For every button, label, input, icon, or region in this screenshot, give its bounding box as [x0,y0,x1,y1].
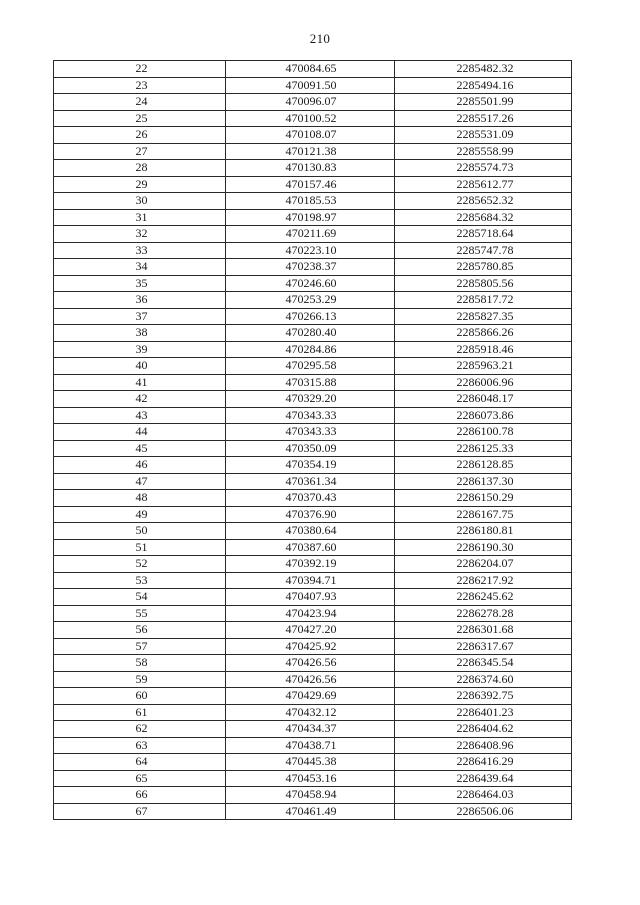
y-coordinate-cell: 2285501.99 [395,94,572,111]
x-coordinate-cell: 470315.88 [226,374,395,391]
x-coordinate-cell: 470091.50 [226,77,395,94]
table-row [54,209,572,226]
x-coordinate-cell: 470376.90 [226,506,395,523]
x-coordinate-cell: 470157.46 [226,176,395,193]
point-number-cell: 32 [54,226,226,243]
table-row [54,754,572,771]
y-coordinate-cell: 2285780.85 [395,259,572,276]
point-number-cell: 25 [54,110,226,127]
point-number-cell: 23 [54,77,226,94]
point-number-cell: 53 [54,572,226,589]
table-row [54,259,572,276]
x-coordinate-cell: 470461.49 [226,803,395,820]
table-row [54,275,572,292]
x-coordinate-cell: 470392.19 [226,556,395,573]
point-number-cell: 54 [54,589,226,606]
y-coordinate-cell: 2285747.78 [395,242,572,259]
table-row [54,407,572,424]
point-number-cell: 41 [54,374,226,391]
x-coordinate-cell: 470084.65 [226,61,395,78]
y-coordinate-cell: 2286180.81 [395,523,572,540]
x-coordinate-cell: 470380.64 [226,523,395,540]
x-coordinate-cell: 470354.19 [226,457,395,474]
y-coordinate-cell: 2285817.72 [395,292,572,309]
y-coordinate-cell: 2286408.96 [395,737,572,754]
x-coordinate-cell: 470426.56 [226,655,395,672]
y-coordinate-cell: 2286506.06 [395,803,572,820]
point-number-cell: 59 [54,671,226,688]
y-coordinate-cell: 2286245.62 [395,589,572,606]
page-number: 210 [309,31,331,46]
x-coordinate-cell: 470096.07 [226,94,395,111]
table-row [54,473,572,490]
y-coordinate-cell: 2285684.32 [395,209,572,226]
point-number-cell: 27 [54,143,226,160]
y-coordinate-cell: 2285558.99 [395,143,572,160]
point-number-cell: 40 [54,358,226,375]
x-coordinate-cell: 470394.71 [226,572,395,589]
point-number-cell: 22 [54,61,226,78]
x-coordinate-cell: 470445.38 [226,754,395,771]
y-coordinate-cell: 2286374.60 [395,671,572,688]
x-coordinate-cell: 470223.10 [226,242,395,259]
y-coordinate-cell: 2286100.78 [395,424,572,441]
table-row [54,671,572,688]
table-row [54,605,572,622]
table-row [54,358,572,375]
y-coordinate-cell: 2286217.92 [395,572,572,589]
point-number-cell: 61 [54,704,226,721]
point-number-cell: 63 [54,737,226,754]
point-number-cell: 28 [54,160,226,177]
x-coordinate-cell: 470121.38 [226,143,395,160]
y-coordinate-cell: 2286190.30 [395,539,572,556]
point-number-cell: 57 [54,638,226,655]
table-row [54,638,572,655]
x-coordinate-cell: 470458.94 [226,787,395,804]
x-coordinate-cell: 470280.40 [226,325,395,342]
x-coordinate-cell: 470432.12 [226,704,395,721]
x-coordinate-cell: 470329.20 [226,391,395,408]
y-coordinate-cell: 2286401.23 [395,704,572,721]
table-row [54,787,572,804]
y-coordinate-cell: 2286006.96 [395,374,572,391]
y-coordinate-cell: 2285805.56 [395,275,572,292]
x-coordinate-cell: 470350.09 [226,440,395,457]
table-row [54,572,572,589]
y-coordinate-cell: 2285482.32 [395,61,572,78]
x-coordinate-cell: 470343.33 [226,424,395,441]
table-row [54,704,572,721]
table-row [54,143,572,160]
y-coordinate-cell: 2285718.64 [395,226,572,243]
x-coordinate-cell: 470253.29 [226,292,395,309]
point-number-cell: 66 [54,787,226,804]
point-number-cell: 47 [54,473,226,490]
table-row [54,655,572,672]
x-coordinate-cell: 470284.86 [226,341,395,358]
table-row [54,424,572,441]
y-coordinate-cell: 2286416.29 [395,754,572,771]
point-number-cell: 37 [54,308,226,325]
y-coordinate-cell: 2285612.77 [395,176,572,193]
point-number-cell: 34 [54,259,226,276]
x-coordinate-cell: 470425.92 [226,638,395,655]
y-coordinate-cell: 2285918.46 [395,341,572,358]
point-number-cell: 35 [54,275,226,292]
x-coordinate-cell: 470130.83 [226,160,395,177]
point-number-cell: 42 [54,391,226,408]
table-row [54,770,572,787]
y-coordinate-cell: 2286392.75 [395,688,572,705]
y-coordinate-cell: 2285494.16 [395,77,572,94]
point-number-cell: 56 [54,622,226,639]
point-number-cell: 52 [54,556,226,573]
y-coordinate-cell: 2286345.54 [395,655,572,672]
x-coordinate-cell: 470434.37 [226,721,395,738]
x-coordinate-cell: 470343.33 [226,407,395,424]
x-coordinate-cell: 470246.60 [226,275,395,292]
point-number-cell: 44 [54,424,226,441]
y-coordinate-cell: 2285866.26 [395,325,572,342]
point-number-cell: 50 [54,523,226,540]
point-number-cell: 65 [54,770,226,787]
point-number-cell: 51 [54,539,226,556]
y-coordinate-cell: 2286404.62 [395,721,572,738]
table-row [54,325,572,342]
y-coordinate-cell: 2286150.29 [395,490,572,507]
x-coordinate-cell: 470453.16 [226,770,395,787]
table-row [54,176,572,193]
y-coordinate-cell: 2286317.67 [395,638,572,655]
coordinates-table [53,60,572,820]
y-coordinate-cell: 2286301.68 [395,622,572,639]
table-row [54,242,572,259]
y-coordinate-cell: 2285963.21 [395,358,572,375]
table-row [54,688,572,705]
point-number-cell: 31 [54,209,226,226]
y-coordinate-cell: 2285517.26 [395,110,572,127]
point-number-cell: 43 [54,407,226,424]
table-row [54,539,572,556]
point-number-cell: 60 [54,688,226,705]
y-coordinate-cell: 2286464.03 [395,787,572,804]
table-row [54,160,572,177]
table-row [54,457,572,474]
x-coordinate-cell: 470185.53 [226,193,395,210]
x-coordinate-cell: 470427.20 [226,622,395,639]
table-row [54,721,572,738]
y-coordinate-cell: 2286073.86 [395,407,572,424]
table-row [54,523,572,540]
table-row [54,803,572,820]
point-number-cell: 67 [54,803,226,820]
table-row [54,292,572,309]
table-row [54,61,572,78]
y-coordinate-cell: 2286125.33 [395,440,572,457]
table-row [54,622,572,639]
table-row [54,737,572,754]
point-number-cell: 39 [54,341,226,358]
table-row [54,110,572,127]
point-number-cell: 33 [54,242,226,259]
point-number-cell: 62 [54,721,226,738]
point-number-cell: 45 [54,440,226,457]
x-coordinate-cell: 470211.69 [226,226,395,243]
point-number-cell: 36 [54,292,226,309]
point-number-cell: 48 [54,490,226,507]
y-coordinate-cell: 2286167.75 [395,506,572,523]
x-coordinate-cell: 470429.69 [226,688,395,705]
point-number-cell: 46 [54,457,226,474]
table-body [54,61,572,820]
table-row [54,308,572,325]
x-coordinate-cell: 470198.97 [226,209,395,226]
point-number-cell: 49 [54,506,226,523]
x-coordinate-cell: 470108.07 [226,127,395,144]
y-coordinate-cell: 2285827.35 [395,308,572,325]
table-row [54,391,572,408]
y-coordinate-cell: 2285574.73 [395,160,572,177]
table-row [54,589,572,606]
table-row [54,374,572,391]
x-coordinate-cell: 470100.52 [226,110,395,127]
x-coordinate-cell: 470361.34 [226,473,395,490]
point-number-cell: 58 [54,655,226,672]
x-coordinate-cell: 470423.94 [226,605,395,622]
y-coordinate-cell: 2286128.85 [395,457,572,474]
point-number-cell: 24 [54,94,226,111]
y-coordinate-cell: 2286439.64 [395,770,572,787]
table-row [54,193,572,210]
x-coordinate-cell: 470238.37 [226,259,395,276]
x-coordinate-cell: 470426.56 [226,671,395,688]
x-coordinate-cell: 470407.93 [226,589,395,606]
table-row [54,506,572,523]
y-coordinate-cell: 2286137.30 [395,473,572,490]
y-coordinate-cell: 2286048.17 [395,391,572,408]
point-number-cell: 26 [54,127,226,144]
y-coordinate-cell: 2286204.07 [395,556,572,573]
table-row [54,341,572,358]
table-row [54,440,572,457]
table-row [54,94,572,111]
x-coordinate-cell: 470266.13 [226,308,395,325]
point-number-cell: 55 [54,605,226,622]
point-number-cell: 30 [54,193,226,210]
point-number-cell: 64 [54,754,226,771]
table-row [54,77,572,94]
y-coordinate-cell: 2285652.32 [395,193,572,210]
x-coordinate-cell: 470438.71 [226,737,395,754]
table-row [54,556,572,573]
point-number-cell: 29 [54,176,226,193]
table-row [54,490,572,507]
table-row [54,127,572,144]
y-coordinate-cell: 2285531.09 [395,127,572,144]
y-coordinate-cell: 2286278.28 [395,605,572,622]
x-coordinate-cell: 470295.58 [226,358,395,375]
x-coordinate-cell: 470370.43 [226,490,395,507]
point-number-cell: 38 [54,325,226,342]
table-row [54,226,572,243]
x-coordinate-cell: 470387.60 [226,539,395,556]
